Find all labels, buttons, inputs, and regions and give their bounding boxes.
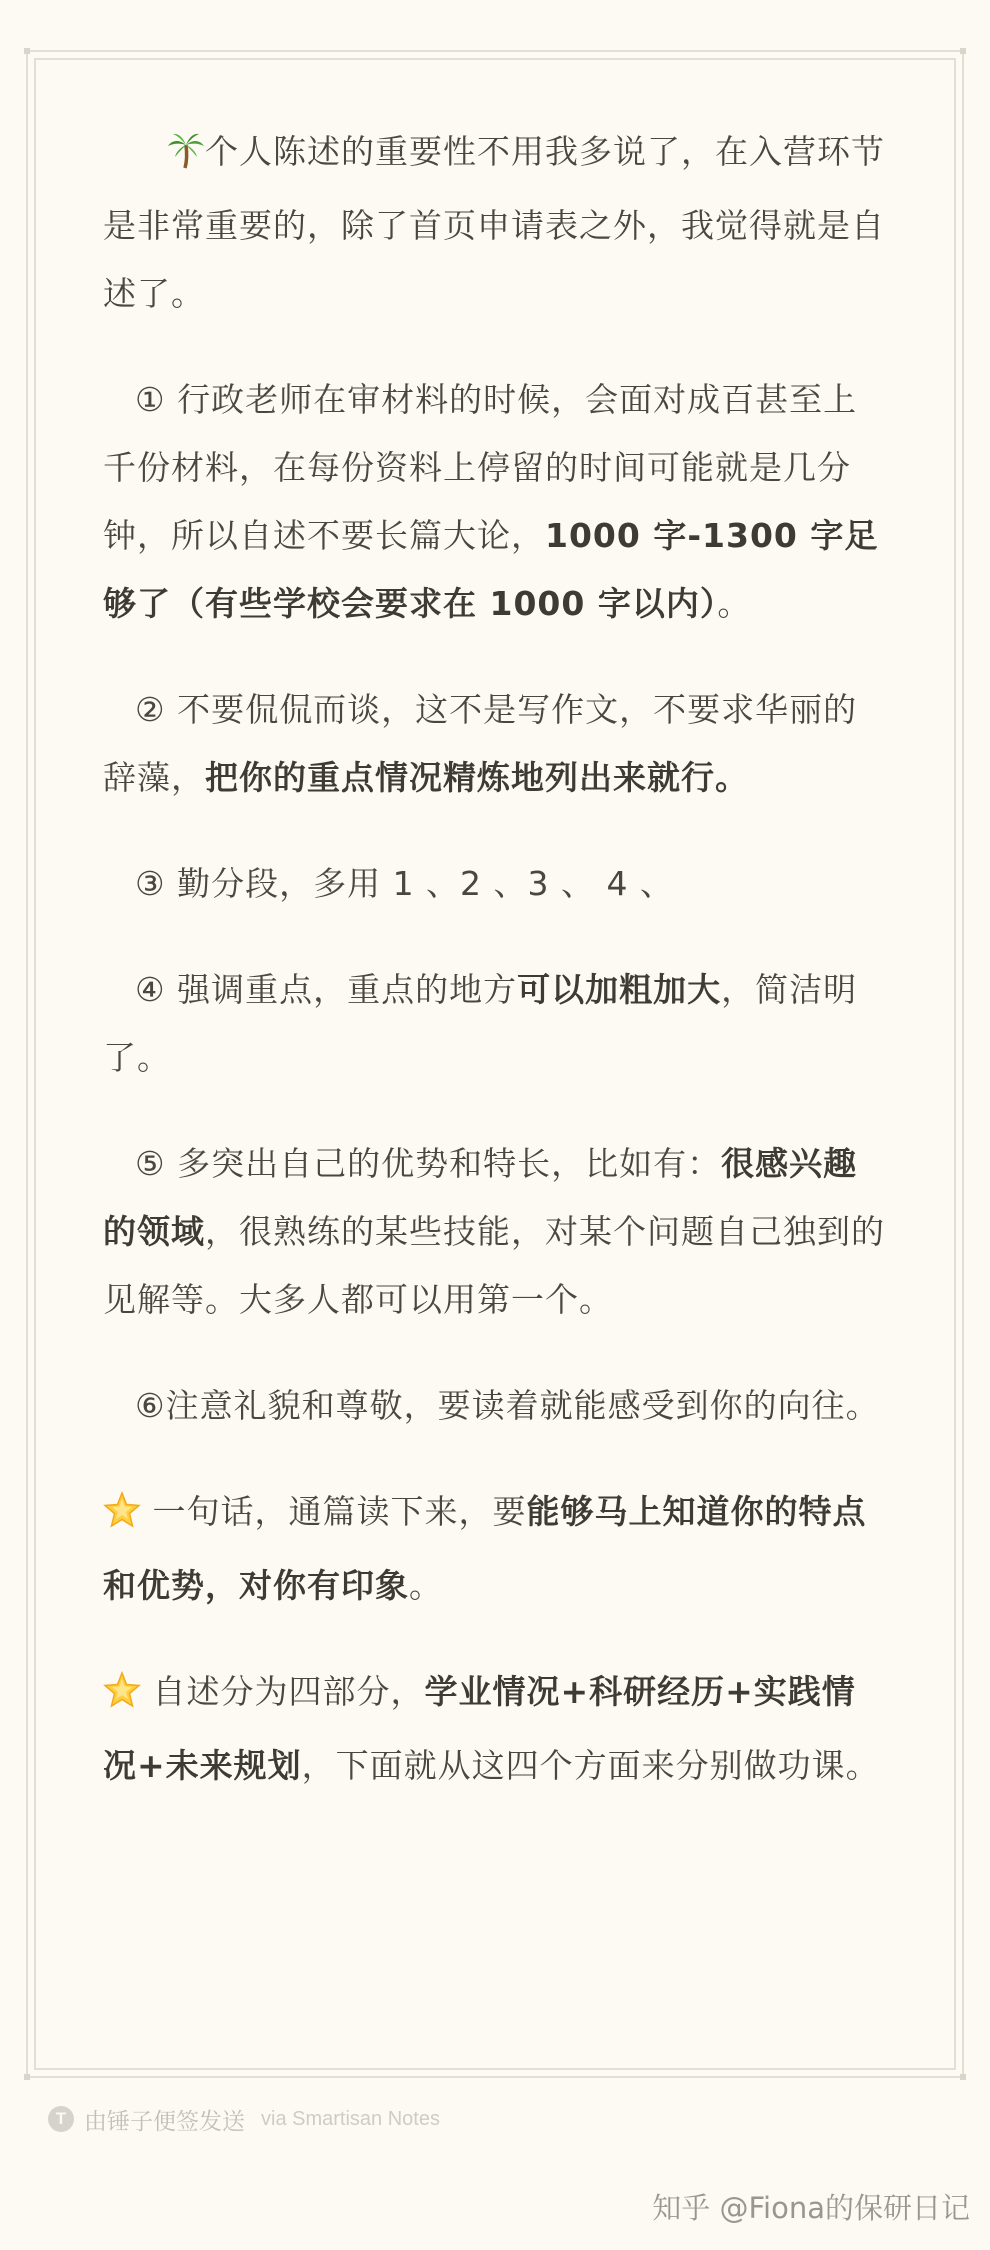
paragraph-point-3 [103,850,885,918]
paragraph-point-4 [103,956,885,1092]
paragraph-structure [103,1658,885,1800]
glowing-star-icon [103,1664,141,1732]
paragraph-point-6 [103,1372,885,1440]
corner-ornament [960,2074,966,2080]
paragraph-point-1 [103,366,885,638]
footer-via: via Smartisan Notes [261,2107,440,2130]
point-2-text: ② 不要侃侃而谈，这不是写作文，不要求华丽的辞藻， [103,690,858,797]
structure-end: ，下面就从这四个方面来分别做功课。 [301,1746,880,1785]
paragraph-summary [103,1478,885,1620]
point-5-text: ⑤ 多突出自己的优势和特长，比如有： [135,1144,722,1183]
summary-end: 。 [409,1566,443,1605]
zhihu-watermark: 知乎 @Fiona的保研日记 [652,2191,970,2225]
point-1-bold: 1000 字-1300 字足够了（有些学校会要求在 1000 字以内） [103,516,879,623]
point-4-end: ，简洁明了。 [103,970,858,1077]
point-1-end: 。 [717,584,752,623]
point-4-bold: 可以加粗加大 [517,970,722,1009]
point-5-end: ，很熟练的某些技能，对某个问题自己独到的见解等。大多人都可以用第一个。 [103,1212,885,1319]
point-5-bold: 很感兴趣的领域 [103,1144,858,1251]
palm-tree-icon [135,124,205,192]
paragraph-point-5 [103,1130,885,1334]
smartisan-t-icon: T [48,2106,74,2132]
paragraph-point-2 [103,676,885,812]
note-content [103,118,885,1838]
paragraph-intro [103,118,885,328]
structure-text: 自述分为四部分， [141,1672,425,1711]
point-3-text: ③ 勤分段，多用 1 、2 、3 、 4 、 [135,864,674,903]
summary-text: 一句话，通篇读下来，要 [141,1492,527,1531]
summary-bold: 能够马上知道你的特点和优势，对你有印象 [103,1492,867,1605]
paragraph-intro-text: 个人陈述的重要性不用我多说了，在入营环节是非常重要的，除了首页申请表之外，我觉得就是自述了。 [103,132,885,313]
footer-signature [48,2104,440,2134]
footer-sent-from: 由锤子便签发送 [84,2108,245,2135]
glowing-star-icon [103,1484,141,1552]
structure-bold: 学业情况+科研经历+实践情况+未来规划 [103,1672,856,1785]
point-2-bold: 把你的重点情况精炼地列出来就行。 [205,758,749,797]
corner-ornament [24,48,30,54]
point-6-text: ⑥注意礼貌和尊敬，要读着就能感受到你的向往。 [135,1386,880,1425]
corner-ornament [24,2074,30,2080]
point-1-text: ① 行政老师在审材料的时候，会面对成百甚至上千份材料，在每份资料上停留的时间可能就是几分钟，所以自述不要长篇大论， [103,380,858,555]
corner-ornament [960,48,966,54]
point-4-text: ④ 强调重点，重点的地方 [135,970,518,1009]
